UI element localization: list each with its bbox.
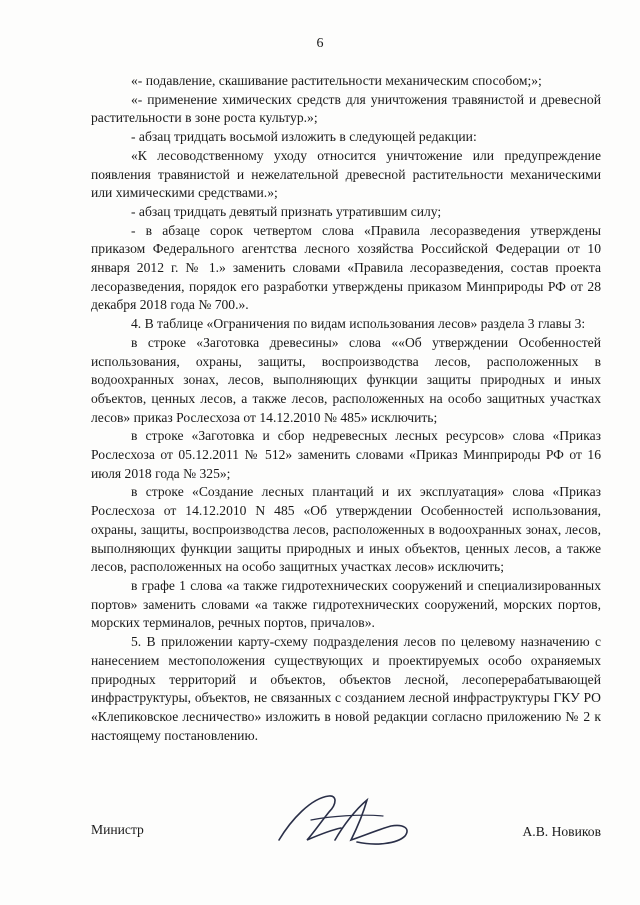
paragraph: «- подавление, скашивание растительности механическим способом;»; (131, 73, 542, 88)
paragraph: - абзац тридцать девятый признать утратившим силу; (131, 203, 442, 219)
paragraph: 4. В таблице «Ограничения по видам использования лесов» раздела 3 главы 3: (131, 316, 586, 332)
paragraph: - абзац тридцать восьмой изложить в следующей редакции: (131, 129, 477, 145)
handwritten-signature (271, 790, 421, 854)
paragraph: 5. В приложении карту-схему подразделения лесов по целевому назначению с нанесением местоположения существующих и проектируемых особо охраняемых природных территорий и объектов, объектов лесной, лесоперерабатывающей инфраструктуры, объектов, не связанных с созданием лесной инфраструктуры ГКУ РО «Клепиковское лесничество» изложить в новой редакции согласно приложению № 2 к настоящему постановлению. (91, 634, 601, 743)
paragraph: в графе 1 слова «а также гидротехнических сооружений и специализированных портов» заменить словами «а также гидротехнических сооружений, морских портов, морских терминалов, речных портов, причалов». (91, 577, 601, 631)
paragraph: в строке «Создание лесных плантаций и их эксплуатация» слова «Приказ Рослесхоза от 14.12.2010 N 485 «Об утверждении Особенностей использования, охраны, защиты, воспроизводства лесов, расположенных в водоохранных зонах, лесов, выполняющих функции защиты природных и иных объектов, ценных лесов, а также лесов, расположенных на особо защитных участках лесов» исключить; (91, 484, 601, 575)
signer-title: Министр (91, 822, 144, 837)
paragraph: «- применение химических средств для уничтожения травянистой и древесной растительности в зоне роста культур.»; (91, 91, 601, 126)
paragraph: в строке «Заготовка древесины» слова ««Об утверждении Особенностей использования, охраны, защиты, воспроизводства лесов, расположенных в водоохранных зонах, лесов, выполняющих функции защиты природных и иных объектов, ценных лесов, а также лесов, расположенных на особо защитных участках лесов» приказ Рослесхоза от 14.12.2010 № 485» исключить; (91, 334, 601, 425)
paragraph: в строке «Заготовка и сбор недревесных лесных ресурсов» слова «Приказ Рослесхоза от 05.12.2011 № 512» заменить словами «Приказ Минприроды РФ от 16 июля 2018 года № 325»; (91, 428, 601, 481)
document-body (91, 72, 601, 745)
signature-block (91, 806, 601, 866)
page-number: 6 (316, 36, 324, 51)
paragraph: - в абзаце сорок четвертом слова «Правила лесоразведения утверждены приказом Федерального агентства лесного хозяйства Российской Федерации от 10 января 2012 г. № 1.» заменить словами «Правила лесоразведения, состав проекта лесоразведения, порядок его разработки утверждены приказом Минприроды РФ от 28 декабря 2018 года № 700.». (91, 222, 601, 313)
paragraph: «К лесоводственному уходу относится уничтожение или предупреждение появления травянистой и нежелательной древесной растительности механическими или химическими средствами.»; (91, 147, 601, 201)
signer-name: А.В. Новиков (522, 824, 601, 839)
